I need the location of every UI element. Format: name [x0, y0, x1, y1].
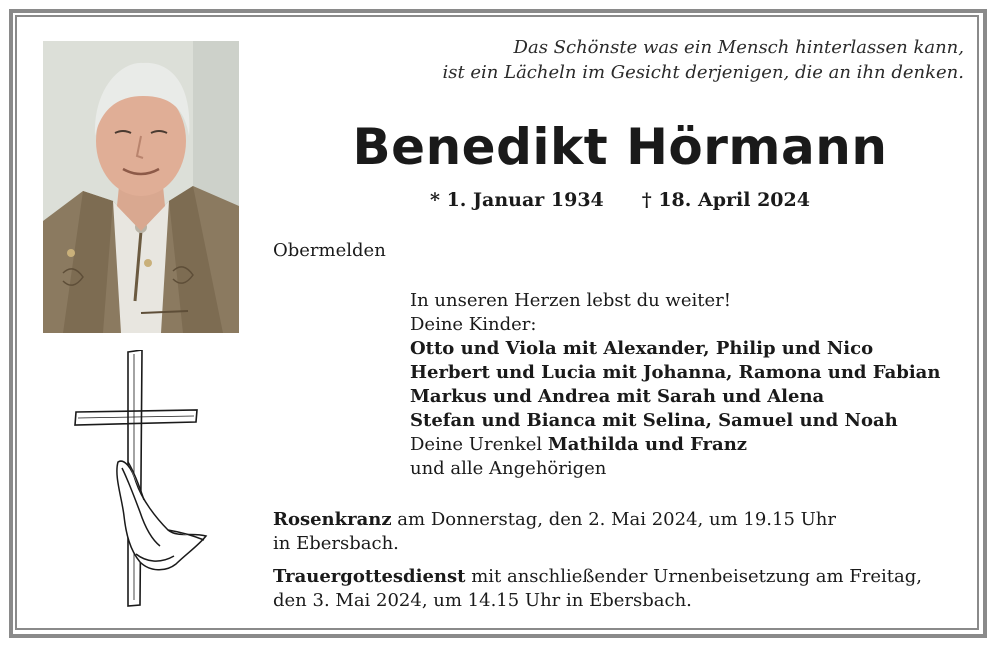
- mass-details: den 3. Mai 2024, um 14.15 Uhr in Ebersbach.: [273, 590, 692, 611]
- family-line: Stefan und Bianca mit Selina, Samuel und Noah: [410, 410, 898, 431]
- mass-line: [273, 565, 973, 589]
- portrait-illustration: [43, 41, 239, 333]
- birth-date: * 1. Januar 1934: [430, 189, 604, 211]
- rosary-line: [273, 508, 973, 532]
- family-line: Otto und Viola mit Alexander, Philip und Nico: [410, 338, 874, 359]
- quote-line-1: Das Schönste was ein Mensch hinterlassen kann,: [513, 37, 964, 58]
- family-line: Herbert und Lucia mit Johanna, Ramona und Fabian: [410, 362, 941, 383]
- mass-text: mit anschließender Urnenbeisetzung am Freitag,: [465, 566, 922, 587]
- children-label: Deine Kinder:: [410, 314, 537, 335]
- rosary-label: Rosenkranz: [273, 509, 392, 530]
- great-grandchildren-names: Mathilda und Franz: [547, 434, 747, 455]
- relatives-line: und alle Angehörigen: [410, 458, 607, 479]
- service-information: [273, 508, 973, 613]
- home-town: Obermelden: [273, 240, 386, 261]
- death-date: † 18. April 2024: [641, 189, 810, 211]
- mass-label: Trauergottesdienst: [273, 566, 466, 587]
- deceased-name: Benedikt Hörmann: [352, 118, 888, 176]
- great-grandchildren-line: [410, 433, 970, 457]
- rosary-text: am Donnerstag, den 2. Mai 2024, um 19.15 Uhr: [391, 509, 836, 530]
- life-dates: [280, 189, 960, 211]
- quote-line-2: ist ein Lächeln im Gesicht derjenigen, die an ihn denken.: [442, 62, 964, 83]
- portrait-photo: [43, 41, 239, 333]
- cross-with-praying-hands-icon: [70, 350, 215, 610]
- mourners-intro: In unseren Herzen lebst du weiter!: [410, 290, 731, 311]
- memorial-quote: [364, 35, 964, 85]
- rosary-location: in Ebersbach.: [273, 533, 399, 554]
- family-line: Markus und Andrea mit Sarah und Alena: [410, 386, 825, 407]
- mourners-list: [410, 289, 970, 481]
- praying-hands-icon: [117, 461, 206, 570]
- great-grandchildren-prefix: Deine Urenkel: [410, 434, 548, 455]
